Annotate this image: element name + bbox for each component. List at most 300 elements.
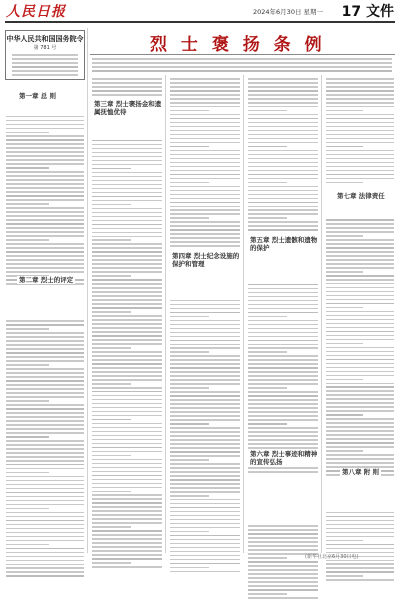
text-line (6, 556, 84, 558)
text-line (92, 283, 162, 285)
text-line (326, 94, 394, 96)
text-line (170, 551, 240, 553)
text-line (170, 483, 240, 485)
text-line (248, 174, 318, 176)
text-line (248, 375, 318, 377)
text-line (170, 463, 240, 465)
text-line (326, 446, 394, 448)
text-line (248, 122, 318, 124)
text-line (248, 336, 318, 338)
text-line (326, 536, 394, 538)
text-line (6, 544, 49, 546)
text-line (6, 235, 84, 237)
text-line (92, 271, 162, 273)
text-line (248, 134, 318, 136)
text-line (326, 454, 394, 456)
text-line (326, 540, 363, 542)
text-line (6, 199, 84, 201)
text-line (6, 135, 84, 137)
text-line (170, 403, 240, 405)
text-line (170, 419, 240, 421)
text-line (326, 311, 394, 313)
text-line (326, 434, 394, 436)
text-line (6, 167, 49, 169)
text-line (170, 138, 240, 140)
text-line (326, 299, 394, 301)
text-line (6, 195, 84, 197)
text-line (92, 180, 162, 182)
text-line (326, 390, 394, 392)
state-council-order-box (5, 30, 85, 80)
text-line (170, 431, 240, 433)
text-line (326, 335, 394, 337)
text-line (170, 475, 240, 477)
text-line (92, 391, 162, 393)
text-line (248, 98, 318, 100)
text-line (326, 422, 394, 424)
text-line (326, 243, 394, 245)
text-line (6, 332, 84, 334)
text-line (326, 219, 394, 221)
text-line (170, 443, 240, 445)
text-line (326, 520, 394, 522)
text-line (170, 563, 240, 565)
text-line (326, 406, 394, 408)
text-line (170, 391, 240, 393)
text-line (12, 66, 78, 68)
text-line (248, 351, 287, 353)
text-line (170, 158, 240, 160)
text-line (326, 379, 363, 381)
text-line (248, 585, 318, 587)
text-line (92, 232, 162, 234)
text-line (6, 271, 84, 273)
text-line (92, 315, 162, 317)
text-line (92, 522, 162, 524)
text-line (326, 211, 394, 217)
text-line (92, 148, 162, 150)
text-line (326, 247, 394, 249)
text-line (92, 423, 162, 425)
text-line (248, 194, 318, 196)
text-line (326, 430, 394, 432)
text-line (326, 418, 394, 420)
text-line (170, 194, 240, 196)
column-separator (165, 75, 166, 553)
text-line (326, 118, 394, 120)
order-heading: 中华人民共和国国务院令 (6, 35, 84, 43)
text-line (170, 347, 240, 349)
text-line (170, 229, 240, 231)
text-line (326, 130, 394, 132)
text-line (248, 447, 318, 449)
text-line (248, 537, 318, 539)
text-line (92, 343, 162, 345)
text-line (170, 182, 209, 184)
newspaper-logo: 人民日报 (6, 4, 66, 20)
text-line (170, 202, 240, 204)
text-line (248, 178, 318, 180)
text-line (6, 440, 84, 442)
text-line (248, 186, 318, 188)
text-line (6, 392, 84, 394)
text-line (248, 267, 318, 273)
text-line (170, 206, 240, 208)
text-line (92, 347, 131, 349)
text-line (248, 363, 318, 365)
text-line (92, 403, 162, 405)
text-line (92, 467, 162, 469)
text-line (248, 545, 318, 547)
text-line (248, 492, 318, 498)
text-line (170, 367, 240, 369)
text-line (248, 467, 318, 469)
text-line (6, 400, 49, 402)
text-line (170, 78, 240, 80)
text-line (6, 396, 84, 398)
text-line (326, 532, 394, 534)
text-line (248, 118, 318, 120)
text-line (6, 360, 84, 362)
text-line (248, 296, 318, 298)
text-line (92, 295, 162, 297)
text-line (248, 284, 318, 286)
text-line (326, 355, 394, 357)
text-line (12, 74, 78, 76)
text-line (6, 251, 84, 253)
text-line (248, 312, 318, 314)
text-line (92, 443, 162, 445)
text-line (92, 566, 162, 568)
text-line (248, 94, 318, 96)
text-line (170, 126, 240, 128)
text-line (170, 451, 240, 453)
text-line (92, 387, 162, 389)
text-line (6, 143, 84, 145)
text-line (92, 164, 162, 166)
text-line (248, 259, 318, 265)
text-line (6, 159, 84, 161)
text-line (6, 540, 84, 542)
text-line (6, 428, 84, 430)
text-line (170, 359, 240, 361)
text-line (6, 484, 84, 486)
text-line (92, 546, 162, 548)
text-line (326, 339, 394, 341)
text-line (248, 589, 318, 591)
text-line (248, 355, 318, 357)
text-line (6, 460, 84, 462)
text-line (92, 78, 162, 80)
text-line (6, 364, 49, 366)
text-line (326, 110, 363, 112)
text-line (6, 496, 84, 498)
text-line (326, 331, 394, 333)
text-line (248, 561, 318, 563)
text-line (92, 514, 162, 516)
text-line (248, 106, 318, 108)
text-line (326, 315, 394, 317)
chapter-heading: 第四章 烈士纪念设施的保护和管理 (170, 252, 242, 268)
page-section-label: 17 文件 (341, 4, 394, 20)
text-line (248, 367, 318, 369)
text-line (248, 529, 318, 531)
text-line (326, 182, 363, 184)
text-line (248, 407, 318, 409)
text-line (6, 247, 84, 249)
text-line (6, 336, 84, 338)
text-line (248, 166, 318, 168)
text-line (170, 336, 240, 338)
text-line (326, 287, 394, 289)
text-line (92, 192, 162, 194)
text-line (326, 571, 394, 573)
chapter-heading: 第二章 烈士的评定 (19, 276, 74, 284)
text-line (248, 435, 318, 437)
text-line (326, 102, 394, 104)
text-line (170, 351, 209, 353)
text-line (92, 379, 162, 381)
text-line (248, 597, 318, 599)
text-line (170, 547, 240, 549)
text-line (6, 567, 84, 569)
text-line (326, 495, 363, 501)
text-line (92, 140, 162, 142)
text-line (92, 62, 392, 64)
text-line (326, 231, 394, 233)
text-line (6, 328, 49, 330)
text-line (170, 499, 240, 501)
text-line (6, 452, 84, 454)
article-column-5 (326, 78, 394, 583)
text-line (6, 372, 84, 374)
text-line (170, 114, 240, 116)
text-line (326, 174, 394, 176)
text-line (248, 475, 318, 481)
text-line (6, 504, 84, 506)
text-line (92, 319, 162, 321)
text-line (92, 383, 131, 385)
text-line (92, 526, 131, 528)
text-line (92, 66, 392, 68)
text-line (6, 380, 84, 382)
text-line (170, 186, 240, 188)
text-line (92, 208, 162, 210)
text-line (170, 531, 209, 533)
text-line (326, 186, 394, 192)
text-line (326, 259, 394, 261)
text-line (170, 407, 240, 409)
text-line (326, 548, 394, 550)
text-line (248, 541, 318, 543)
text-line (170, 415, 240, 417)
text-line (92, 82, 162, 84)
text-line (170, 241, 240, 243)
text-line (92, 407, 162, 409)
text-line (170, 312, 240, 314)
text-line (6, 304, 84, 310)
text-line (248, 221, 318, 223)
text-line (248, 395, 318, 397)
text-line (170, 146, 209, 148)
text-line (248, 182, 287, 184)
text-line (170, 503, 240, 505)
text-line (92, 307, 162, 309)
text-line (6, 464, 84, 466)
text-line (92, 331, 162, 333)
text-line (92, 447, 162, 449)
text-line (6, 492, 84, 494)
text-line (326, 438, 394, 440)
text-line (248, 206, 318, 208)
text-line (92, 323, 162, 325)
text-line (170, 198, 240, 200)
text-line (170, 110, 209, 112)
text-line (170, 383, 240, 385)
text-line (248, 517, 287, 523)
text-line (326, 528, 394, 530)
text-line (326, 162, 394, 164)
text-line (326, 402, 394, 404)
text-line (326, 82, 394, 84)
text-line (170, 283, 240, 289)
text-line (6, 312, 84, 318)
text-line (170, 190, 240, 192)
text-line (248, 525, 318, 527)
text-line (92, 243, 162, 245)
text-line (170, 340, 240, 342)
text-line (6, 211, 84, 213)
text-line (170, 527, 240, 529)
text-line (170, 559, 240, 561)
text-line (248, 383, 318, 385)
text-line (92, 239, 131, 241)
text-line (326, 150, 394, 152)
text-line (170, 375, 240, 377)
text-line (170, 555, 240, 557)
text-line (170, 217, 209, 219)
text-line (6, 528, 84, 530)
text-line (170, 535, 240, 537)
text-line (248, 328, 318, 330)
column-separator (321, 75, 322, 553)
text-line (170, 571, 240, 573)
text-line (92, 287, 162, 289)
text-line (92, 506, 162, 508)
text-line (170, 511, 240, 513)
text-line (248, 130, 318, 132)
text-line (92, 279, 162, 281)
text-line (248, 320, 318, 322)
article-column-3 (170, 78, 240, 575)
text-line (326, 106, 394, 108)
text-line (6, 124, 84, 126)
text-line (170, 300, 240, 302)
text-line (326, 223, 394, 225)
text-line (92, 156, 162, 158)
text-line (326, 319, 394, 321)
text-line (92, 160, 162, 162)
text-line (170, 154, 240, 156)
article-column-4 (248, 78, 318, 601)
text-line (92, 204, 131, 206)
text-line (170, 515, 240, 517)
text-line (248, 581, 318, 583)
text-line (326, 279, 394, 281)
text-line (170, 344, 240, 346)
text-line (92, 558, 162, 560)
text-line (6, 432, 84, 434)
text-line (6, 120, 84, 122)
text-line (170, 209, 240, 211)
text-line (170, 435, 240, 437)
text-line (326, 275, 394, 277)
text-line (248, 593, 287, 595)
text-line (248, 500, 318, 506)
text-line (326, 303, 394, 305)
text-line (326, 347, 394, 349)
text-line (248, 229, 318, 231)
text-line (326, 383, 394, 385)
text-line (92, 518, 162, 520)
order-text-block (12, 54, 78, 78)
text-line (6, 456, 84, 458)
text-line (6, 215, 84, 217)
text-line (92, 236, 162, 238)
text-line (326, 283, 394, 285)
text-line (92, 355, 162, 357)
text-line (6, 243, 84, 245)
text-line (92, 255, 162, 257)
text-line (12, 58, 78, 60)
article-column-1 (6, 82, 84, 579)
chapter-heading: 第六章 烈士事迹和精神的宣传弘扬 (248, 450, 320, 466)
text-line (92, 439, 162, 441)
text-line (6, 436, 49, 438)
text-line (170, 332, 240, 334)
text-line (170, 134, 240, 136)
text-line (326, 98, 394, 100)
text-line (248, 483, 318, 489)
text-line (92, 200, 162, 202)
text-line (326, 478, 394, 484)
text-line (248, 190, 318, 192)
text-line (12, 54, 78, 56)
text-line (92, 367, 162, 369)
text-line (92, 431, 162, 433)
text-line (248, 533, 318, 535)
text-line (6, 571, 84, 573)
masthead (0, 0, 400, 22)
text-line (92, 216, 162, 218)
text-line (6, 532, 84, 534)
text-line (6, 155, 84, 157)
text-line (6, 444, 84, 446)
text-line (92, 451, 162, 453)
text-line (6, 524, 84, 526)
text-line (92, 534, 162, 536)
text-line (170, 130, 240, 132)
text-line (92, 220, 162, 222)
preamble-block (92, 58, 392, 74)
text-line (326, 158, 394, 160)
text-line (326, 178, 394, 180)
text-line (248, 439, 318, 441)
text-line (6, 82, 84, 88)
text-line (170, 118, 240, 120)
text-line (92, 562, 131, 564)
regulation-title: 烈 士 褒 扬 条 例 (150, 35, 326, 55)
